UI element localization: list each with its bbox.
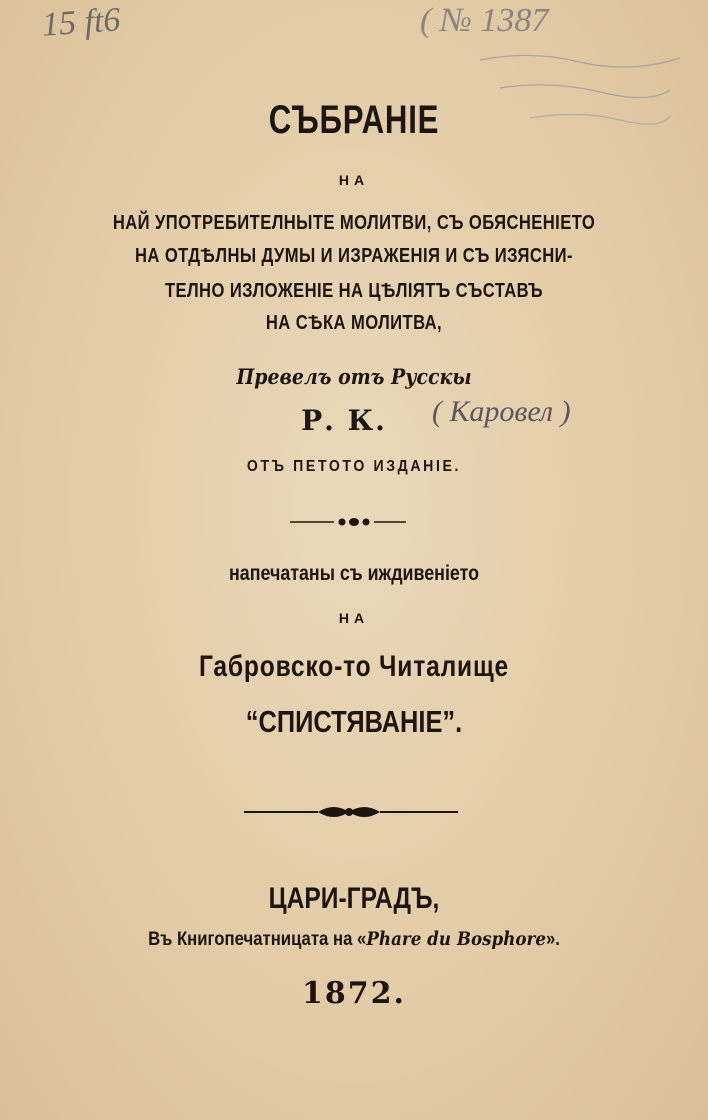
handwritten-author-note: ( Каровел ) xyxy=(432,395,571,428)
translator-initials: Р. К. xyxy=(301,404,387,437)
city: ЦАРИ-ГРАДЪ, xyxy=(268,882,440,915)
press-suffix: ». xyxy=(545,929,560,950)
description-line-2: НА ОТДѢЛНЫ ДУМЫ И ИЗРАЖЕНІЯ И СЪ ИЗЯСНИ- xyxy=(135,245,573,267)
handwritten-catalog-number: ( № 1387 xyxy=(420,2,549,39)
edition-note: ОТЪ ПЕТОТО ИЗДАНІЕ. xyxy=(246,458,462,475)
printed-by: напечатаны съ иждивеніето xyxy=(228,562,480,585)
society-line: Габровско-то Читалище xyxy=(198,650,510,683)
printing-house xyxy=(42,928,665,951)
press-name: Phare du Bosphore xyxy=(366,928,546,950)
translated-from: Превелъ отъ Русскы xyxy=(236,364,472,389)
description-line-1: НАЙ УПОТРЕБИТЕЛНЫТЕ МОЛИТВИ, СЪ ОБЯСНЕНІЕТО xyxy=(112,212,596,234)
description-line-4: НА СѢКА МОЛИТВА, xyxy=(265,312,443,334)
description-line-3: ТЕЛНО ИЗЛОЖЕНІЕ НА ЦѢЛІЯТЪ СЪСТАВЪ xyxy=(164,280,544,302)
ornamental-rule-2 xyxy=(0,800,708,824)
connector-na-2: НА xyxy=(338,610,370,626)
connector-na-1: НА xyxy=(338,172,370,188)
publication-year: 1872. xyxy=(302,976,406,1011)
book-title: СЪБРАНІЕ xyxy=(268,98,440,142)
handwritten-shelfmark: 15 ft6 xyxy=(40,1,122,44)
society-name: “СПИСТЯВАНІЕ”. xyxy=(245,704,463,739)
ornamental-rule-1 xyxy=(0,512,708,532)
press-prefix: Въ Книгопечатницата на « xyxy=(148,929,367,950)
